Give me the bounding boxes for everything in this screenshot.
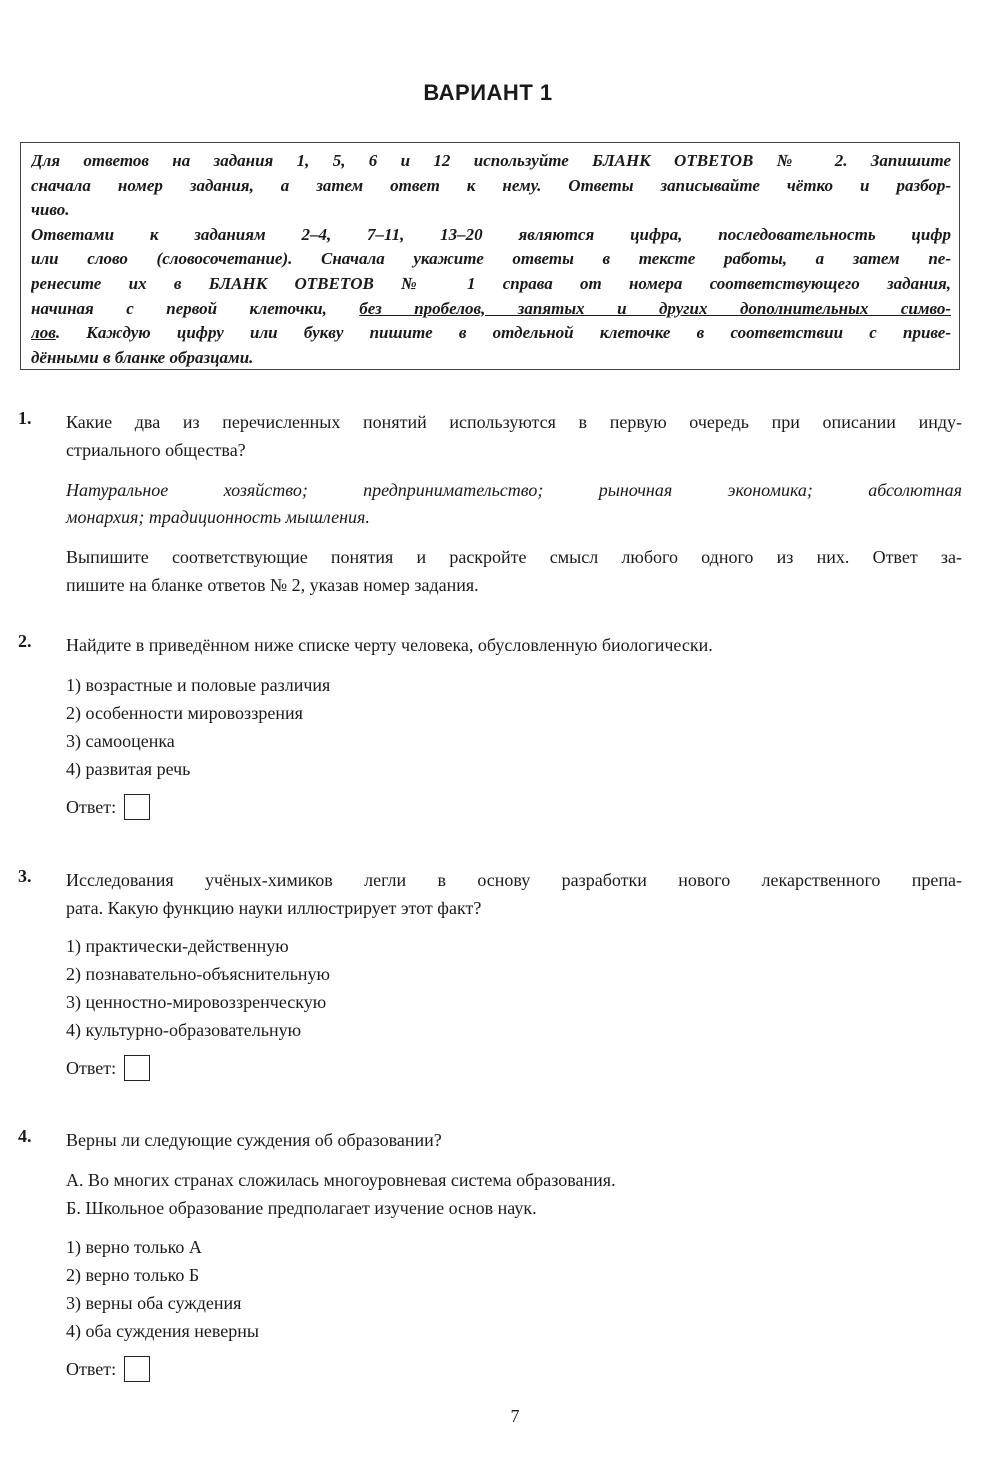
answer-option: 3) ценностно-мировоззренческую [66,992,327,1012]
answer-option: 4) развитая речь [66,759,191,779]
instruction-line: Ответами к заданиям 2–4, 7–11, 13–20 являются цифра, последовательность цифр [31,224,951,244]
instruction-text: начиная с первой клеточки, [31,298,360,318]
instructions-box [20,142,960,370]
answer-option: 4) культурно-образовательную [66,1020,302,1040]
question-text: Какие два из перечисленных понятий используются в первую очередь при описании инду- [66,412,962,432]
answer-field [66,793,150,821]
page-number: 7 [510,1406,520,1426]
answer-option: 3) верны оба суждения [66,1293,242,1313]
instruction-line: дёнными в бланке образцами. [31,347,254,367]
answer-option: 1) практически-действенную [66,936,289,956]
underlined-text: лов [31,323,56,343]
question-text: Найдите в приведённом ниже списке черту человека, обусловленную биологически. [66,635,713,655]
answer-option: 2) особенности мировоззрения [66,703,303,723]
answer-field [66,1355,150,1383]
question-number: 3. [18,866,32,886]
instruction-line [31,321,951,346]
answer-box[interactable] [124,1356,150,1382]
answer-label: Ответ: [66,797,117,817]
answer-field [66,1054,150,1082]
question-text: Исследования учёных-химиков легли в основу разработки нового лекарственного препа- [66,870,962,890]
answer-option: 3) самооценка [66,731,175,751]
task-instruction: Выпишите соответствующие понятия и раскройте смысл любого одного из них. Ответ за- [66,547,962,567]
answer-option: 2) верно только Б [66,1265,200,1285]
statement: Б. Школьное образование предполагает изучение основ наук. [66,1198,537,1218]
instruction-line: ренесите их в БЛАНК ОТВЕТОВ № 1 справа от номера соответствующего задания, [31,273,951,293]
answer-label: Ответ: [66,1359,117,1379]
variant-title: ВАРИАНТ 1 [423,80,553,105]
underlined-text: без пробелов, запятых и других дополнительных симво- [359,298,951,318]
answer-box[interactable] [124,1055,150,1081]
question-text: стриального общества? [66,440,246,460]
answer-label: Ответ: [66,1058,117,1078]
instruction-line: чиво. [31,200,70,220]
instruction-line: или слово (словосочетание). Сначала укажите ответы в тексте работы, а затем пе- [31,249,951,269]
answer-option: 4) оба суждения неверны [66,1321,260,1341]
instruction-line: сначала номер задания, а затем ответ к нему. Ответы записывайте чётко и разбор- [31,175,951,195]
question-number: 2. [18,631,32,651]
concepts-list: монархия; традиционность мышления. [66,507,370,527]
question-text: рата. Какую функцию науки иллюстрирует этот факт? [66,898,482,918]
task-instruction: пишите на бланке ответов № 2, указав номер задания. [66,575,479,595]
answer-option: 1) верно только А [66,1237,202,1257]
answer-option: 2) познавательно-объяснительную [66,964,330,984]
instruction-text: . Каждую цифру или букву пишите в отдельной клеточке в соответствии с приве- [55,323,951,343]
instruction-line [31,297,951,322]
answer-option: 1) возрастные и половые различия [66,675,331,695]
concepts-list: Натуральное хозяйство; предпринимательство; рыночная экономика; абсолютная [66,480,962,500]
instruction-line: Для ответов на задания 1, 5, 6 и 12 используйте БЛАНК ОТВЕТОВ № 2. Запишите [31,151,951,170]
question-number: 1. [18,408,32,428]
question-number: 4. [18,1126,32,1146]
question-text: Верны ли следующие суждения об образовании? [66,1130,442,1150]
answer-box[interactable] [124,794,150,820]
statement: А. Во многих странах сложилась многоуровневая система образования. [66,1170,616,1190]
